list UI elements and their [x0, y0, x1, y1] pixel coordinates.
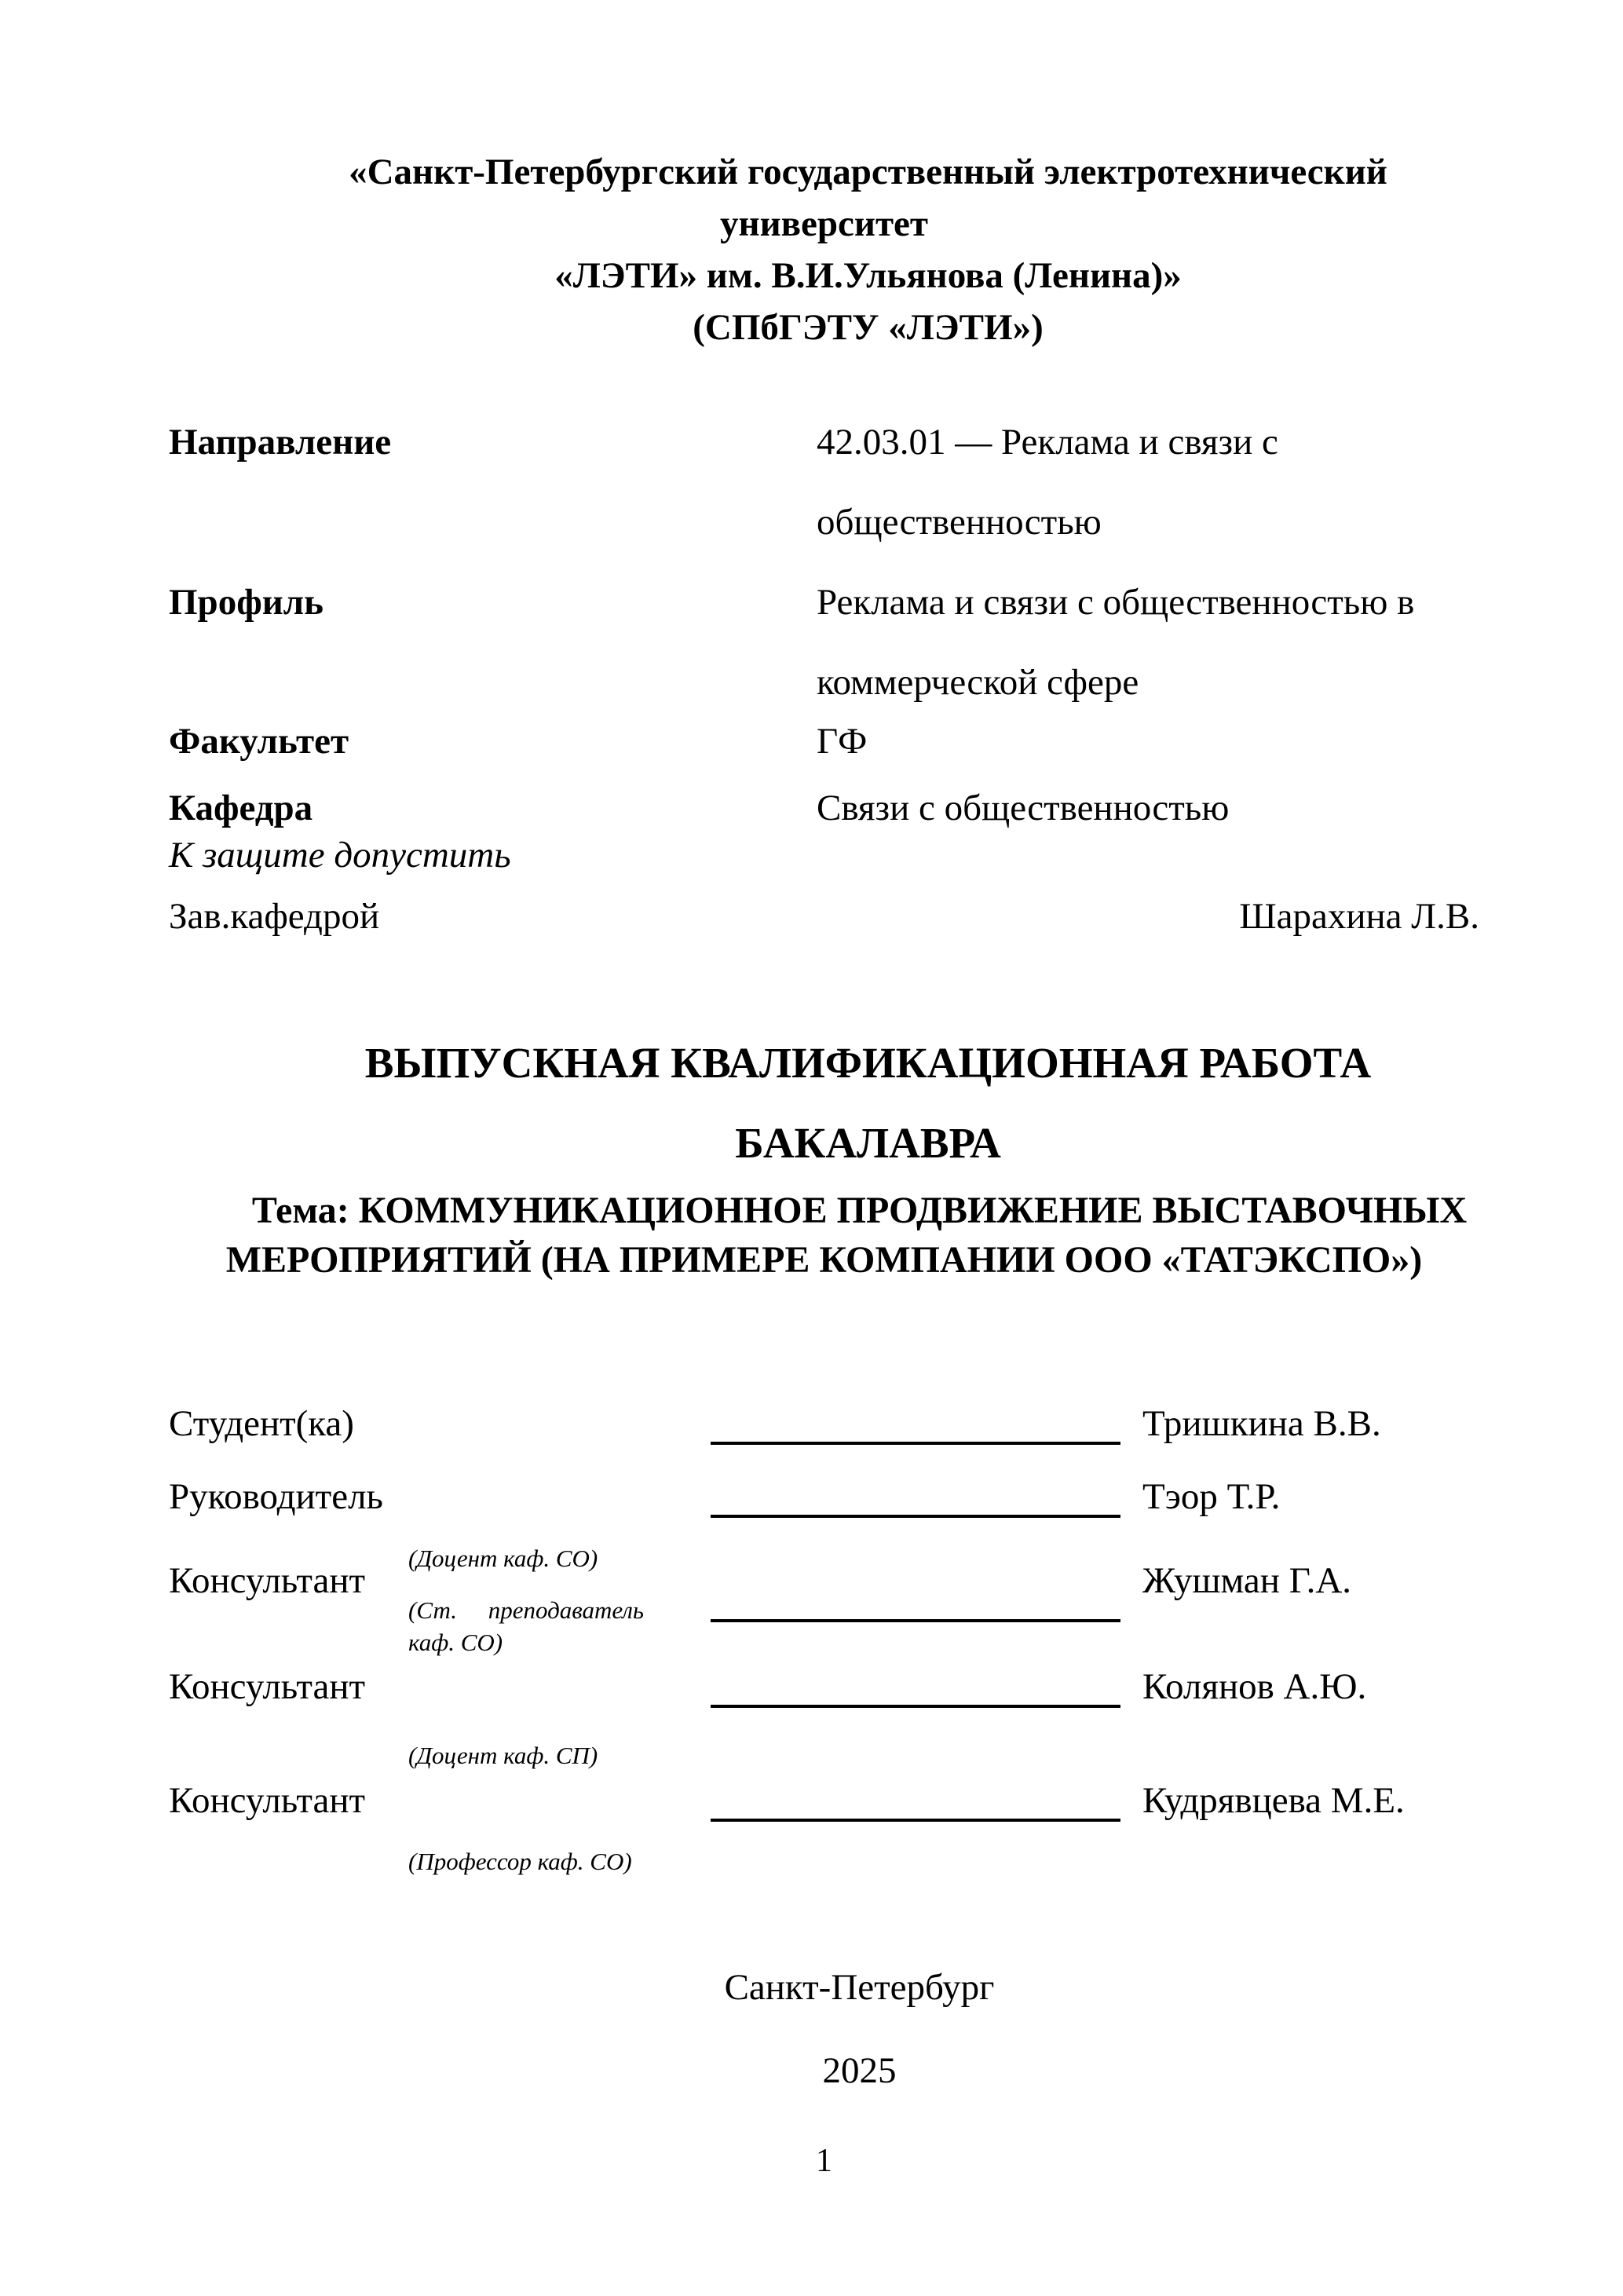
signer-role: Руководитель — [169, 1476, 383, 1517]
department-label: Кафедра — [169, 788, 313, 828]
profile-value: Реклама и связи с общественностью в коммерческой сфере — [817, 582, 1415, 703]
signature-line — [711, 1559, 1120, 1622]
head-of-department-name: Шарахина Л.В. — [1239, 896, 1479, 937]
university-abbreviation: (СПбГЭТУ «ЛЭТИ») — [693, 307, 1044, 348]
signer-role: Консультант — [169, 1560, 366, 1601]
signer-name: Тришкина В.В. — [1142, 1403, 1381, 1444]
footer-year: 2025 — [822, 2050, 897, 2091]
details-table-top — [169, 402, 1479, 722]
signer-position: (Доцент каф. СП) — [408, 1742, 598, 1769]
signature-row-student — [169, 1402, 1479, 1444]
university-name-line: «ЛЭТИ» им. В.И.Ульянова (Ленина)» — [554, 255, 1182, 296]
signer-name: Колянов А.Ю. — [1142, 1666, 1367, 1707]
signature-line — [711, 1475, 1120, 1518]
signature-line — [711, 1402, 1120, 1445]
work-theme: Тема: КОММУНИКАЦИОННОЕ ПРОДВИЖЕНИЕ ВЫСТАВОЧНЫХ МЕРОПРИЯТИЙ (НА ПРИМЕРЕ КОМПАНИИ ООО «ТАТЭКСПО») — [225, 1190, 1468, 1281]
faculty-value: ГФ — [817, 721, 868, 762]
signer-name: Жушман Г.А. — [1142, 1560, 1352, 1601]
signer-role: Консультант — [169, 1780, 366, 1821]
university-name-line: «Санкт-Петербургский государственный электротехнический — [349, 152, 1387, 192]
signer-position: (Профессор каф. СО) — [408, 1848, 632, 1875]
approval-row — [169, 895, 1479, 938]
signature-row-consultant — [169, 1779, 1479, 1875]
department-value: Связи с общественностью — [817, 788, 1230, 828]
signer-role: Студент(ка) — [169, 1403, 354, 1444]
university-header — [169, 146, 1479, 353]
signer-position: (Доцент каф. СО) — [408, 1545, 598, 1572]
details-table-bottom — [169, 708, 1479, 842]
signer-name: Тэор Т.Р. — [1142, 1476, 1281, 1517]
faculty-label: Факультет — [169, 721, 349, 762]
admission-note: К защите допустить — [169, 835, 511, 876]
signer-position: (Ст. преподаватель каф. СО) — [408, 1596, 644, 1656]
signature-line — [711, 1665, 1120, 1708]
signer-name: Кудрявцева М.Е. — [1142, 1780, 1405, 1821]
profile-label: Профиль — [169, 582, 324, 623]
footer-city: Санкт-Петербург — [724, 1967, 995, 2008]
signature-row-supervisor — [169, 1475, 1479, 1572]
signer-role: Консультант — [169, 1666, 366, 1707]
signature-row-consultant — [169, 1665, 1479, 1769]
signature-row-consultant — [169, 1559, 1479, 1656]
work-title: ВЫПУСКНАЯ КВАЛИФИКАЦИОННАЯ РАБОТА — [364, 1039, 1372, 1087]
direction-value: 42.03.01 — Реклама и связи с общественностью — [817, 422, 1278, 543]
direction-label: Направление — [169, 422, 392, 462]
work-degree: БАКАЛАВРА — [735, 1119, 1001, 1167]
head-of-department-label: Зав.кафедрой — [169, 896, 380, 937]
university-name-line: университет — [719, 203, 929, 244]
signature-line — [711, 1779, 1120, 1822]
page-number: 1 — [816, 2143, 832, 2179]
